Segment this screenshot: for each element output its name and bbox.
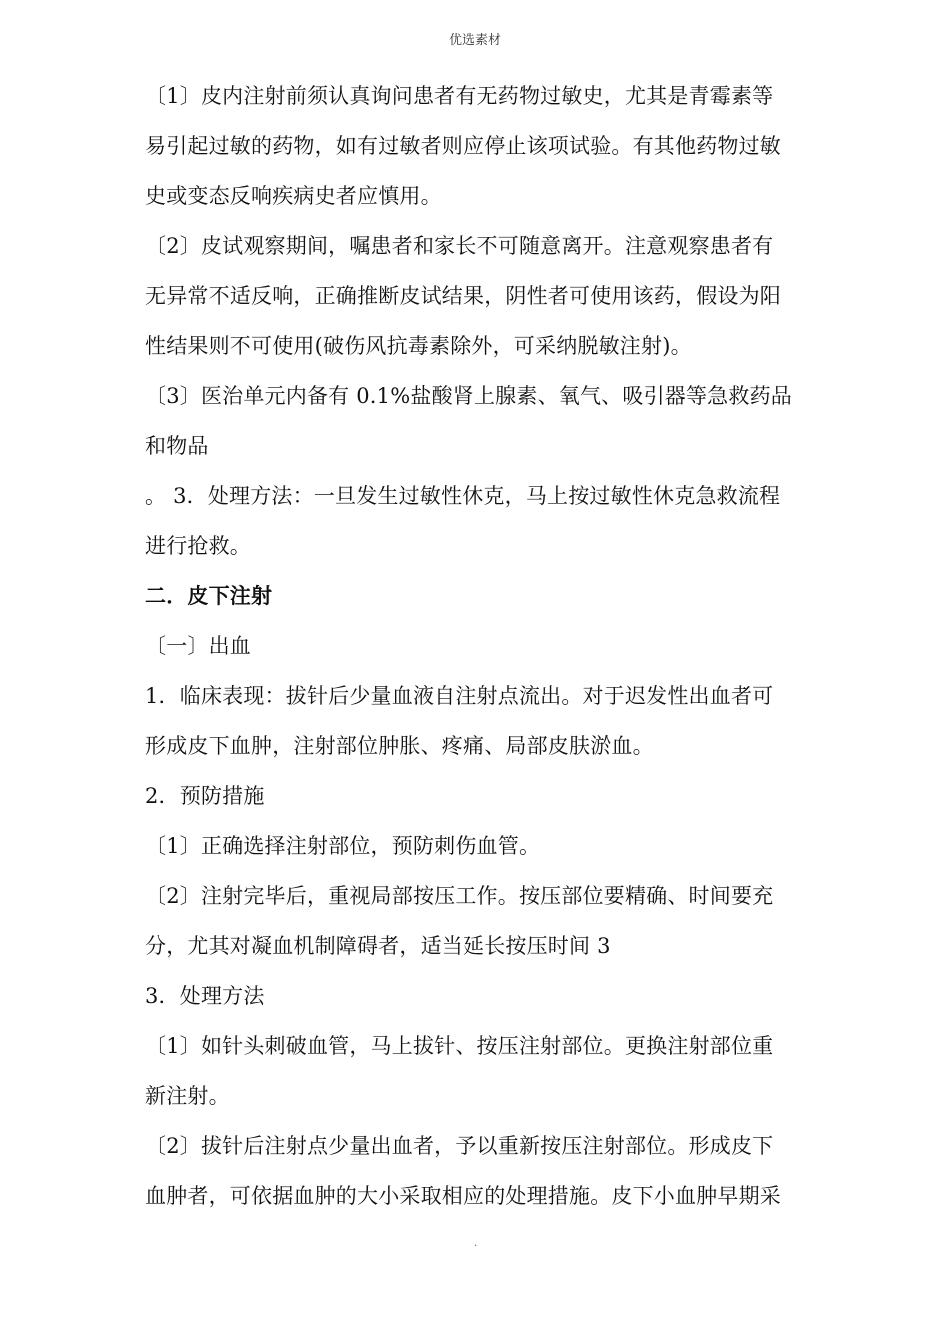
page-footer-mark: .	[474, 1238, 478, 1249]
text-line: 〔2〕皮试观察期间，嘱患者和家长不可随意离开。注意观察患者有	[145, 234, 774, 258]
text-line: 〔1〕如针头刺破血管，马上拔针、按压注射部位。更换注射部位重	[145, 1034, 774, 1058]
page-header: 优选素材	[448, 33, 501, 48]
subsection-heading: 〔一〕出血	[145, 634, 251, 658]
text-line: 2．预防措施	[145, 784, 265, 808]
text-line: 〔2〕注射完毕后，重视局部按压工作。按压部位要精确、时间要充	[145, 884, 774, 908]
text-line: 史或变态反响疾病史者应慎用。	[145, 184, 442, 208]
text-line: 进行抢救。	[145, 534, 251, 558]
text-line: 形成皮下血肿，注射部位肿胀、疼痛、局部皮肤淤血。	[145, 734, 654, 758]
text-line: 。 3．处理方法：一旦发生过敏性休克，马上按过敏性休克急救流程	[145, 484, 781, 508]
document-body	[145, 78, 815, 1228]
text-line: 〔1〕正确选择注射部位，预防刺伤血管。	[145, 834, 541, 858]
text-line: 3．处理方法	[145, 984, 265, 1008]
text-line: 易引起过敏的药物，如有过敏者则应停止该项试验。有其他药物过敏	[145, 134, 781, 158]
text-line: 分，尤其对凝血机制障碍者，适当延长按压时间 3	[145, 934, 611, 958]
text-line: 无异常不适反响，正确推断皮试结果，阴性者可使用该药，假设为阳	[145, 284, 781, 308]
text-line: 〔2〕拔针后注射点少量出血者，予以重新按压注射部位。形成皮下	[145, 1134, 774, 1158]
text-line: 〔1〕皮内注射前须认真询问患者有无药物过敏史，尤其是青霉素等	[145, 84, 774, 108]
text-line: 血肿者，可依据血肿的大小采取相应的处理措施。皮下小血肿早期采	[145, 1184, 781, 1208]
text-line: 〔3〕医治单元内备有 0.1%盐酸肾上腺素、氧气、吸引器等急救药品	[145, 384, 792, 408]
text-line: 和物品	[145, 434, 209, 458]
text-line: 1．临床表现：拔针后少量血液自注射点流出。对于迟发性出血者可	[145, 684, 774, 708]
text-line: 新注射。	[145, 1084, 230, 1108]
section-heading: 二．皮下注射	[145, 583, 273, 608]
text-line: 性结果则不可使用(破伤风抗毒素除外，可采纳脱敏注射)。	[145, 334, 692, 358]
